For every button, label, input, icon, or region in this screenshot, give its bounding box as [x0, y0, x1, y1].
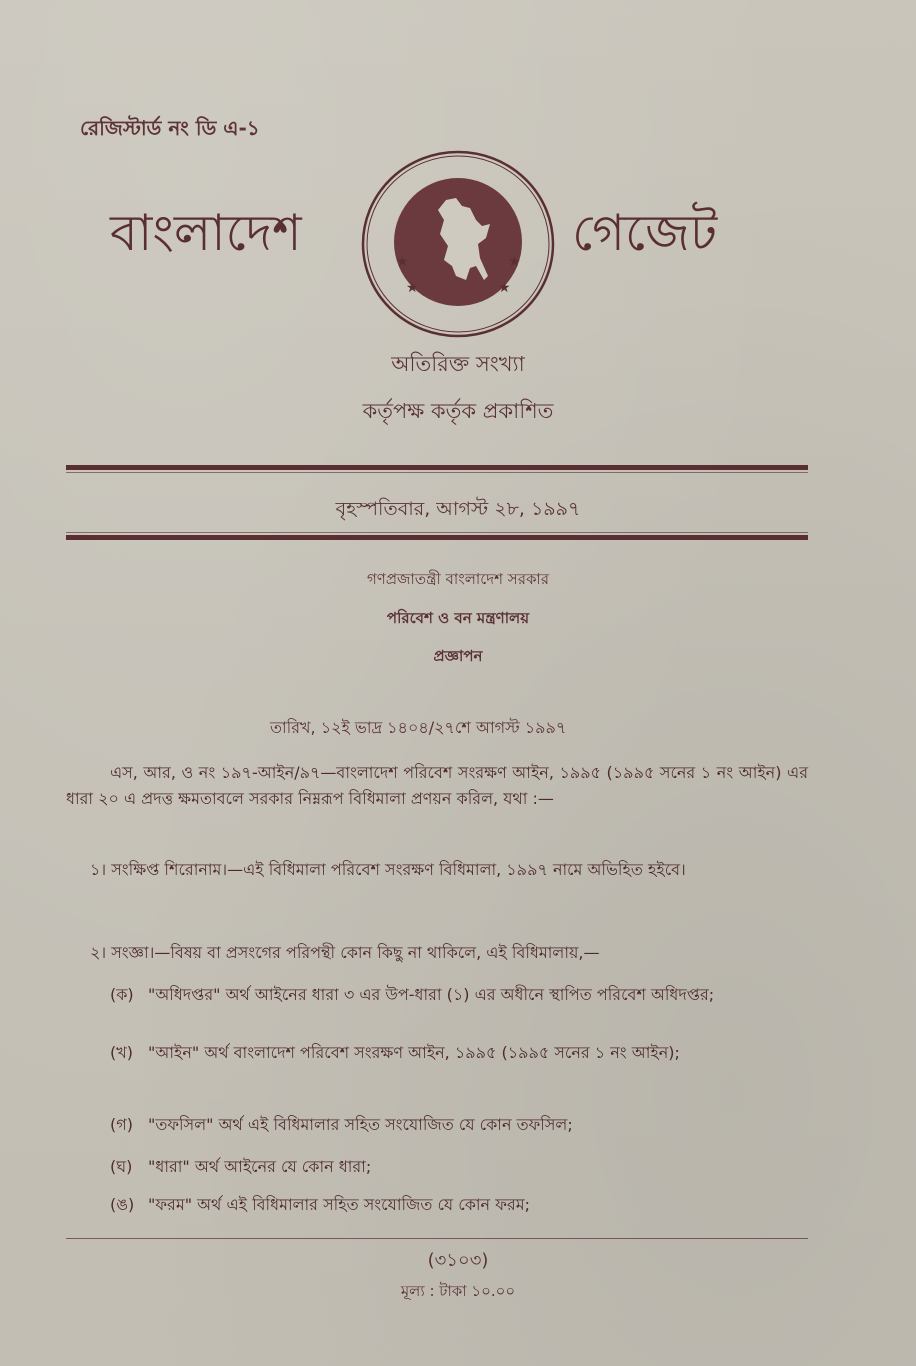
- definition-label: (খ): [110, 1043, 133, 1062]
- definition-label: (ঙ): [110, 1195, 135, 1214]
- definition-item: [110, 1112, 810, 1138]
- section-short-title: ১। সংক্ষিপ্ত শিরোনাম।—এই বিধিমালা পরিবেশ সংরক্ষণ বিধিমালা, ১৯৯৭ নামে অভিহিত হইবে।: [90, 860, 686, 879]
- notification-heading: প্রজ্ঞাপন: [433, 647, 483, 665]
- definition-text: "ফরম" অর্থ এই বিধিমালার সহিত সংযোজিত যে কোন ফরম;: [148, 1195, 530, 1214]
- definition-text: "অধিদপ্তর" অর্থ আইনের ধারা ৩ এর উপ-ধারা (১) এর অধীনে স্থাপিত পরিবেশ অধিদপ্তর;: [148, 985, 715, 1004]
- issue-date: বৃহস্পতিবার, আগস্ট ২৮, ১৯৯৭: [335, 498, 581, 520]
- intro-paragraph: এস, আর, ও নং ১৯৭-আইন/৯৭—বাংলাদেশ পরিবেশ সংরক্ষণ আইন, ১৯৯৫ (১৯৯৫ সনের ১ নং আইন) এর ধারা ২০ এ প্রদত্ত ক্ষমতাবলে সরকার নিম্নরূপ বিধিমালা প্রণয়ন করিল, যথা :—: [66, 763, 808, 808]
- svg-text:★: ★: [406, 280, 419, 296]
- government-seal-icon: [358, 148, 558, 340]
- definition-item: [110, 1154, 810, 1180]
- price-label: মূল্য : টাকা ১০.০০: [400, 1282, 516, 1300]
- page-number: (৩১০৩): [427, 1250, 489, 1271]
- ministry-name: পরিবেশ ও বন মন্ত্রণালয়: [386, 609, 530, 627]
- definition-text: "ধারা" অর্থ আইনের যে কোন ধারা;: [148, 1157, 372, 1176]
- definition-item: [110, 1192, 810, 1218]
- extraordinary-issue-label: অতিরিক্ত সংখ্যা: [391, 352, 525, 376]
- definition-label: (গ): [110, 1115, 133, 1134]
- registration-number: রেজিস্টার্ড নং ডি এ-১: [80, 116, 260, 140]
- svg-text:★: ★: [396, 254, 409, 270]
- svg-text:★: ★: [498, 280, 511, 296]
- svg-text:★: ★: [508, 254, 521, 270]
- divider-top: [66, 465, 808, 470]
- divider-bottom-thin: [66, 532, 808, 533]
- section-definitions: ২। সংজ্ঞা।—বিষয় বা প্রসংগের পরিপন্থী কোন কিছু না থাকিলে, এই বিধিমালায়,—: [90, 943, 600, 962]
- divider-top-thin: [66, 472, 808, 473]
- definition-text: "তফসিল" অর্থ এই বিধিমালার সহিত সংযোজিত যে কোন তফসিল;: [148, 1115, 573, 1134]
- definition-item: [110, 1040, 810, 1066]
- divider-bottom: [66, 535, 808, 540]
- government-name: গণপ্রজাতন্ত্রী বাংলাদেশ সরকার: [366, 570, 550, 588]
- published-by-label: কর্তৃপক্ষ কর্তৃক প্রকাশিত: [362, 399, 554, 423]
- masthead-title-right: গেজেট: [572, 204, 718, 262]
- masthead-title-left: বাংলাদেশ: [110, 204, 302, 262]
- definition-item: [110, 982, 810, 1008]
- definition-label: (ক): [110, 985, 134, 1004]
- definition-label: (ঘ): [110, 1157, 133, 1176]
- notification-date: তারিখ, ১২ই ভাদ্র ১৪০৪/২৭শে আগস্ট ১৯৯৭: [270, 718, 567, 737]
- definition-text: "আইন" অর্থ বাংলাদেশ পরিবেশ সংরক্ষণ আইন, ১৯৯৫ (১৯৯৫ সনের ১ নং আইন);: [148, 1043, 680, 1062]
- footer-divider: [66, 1238, 808, 1239]
